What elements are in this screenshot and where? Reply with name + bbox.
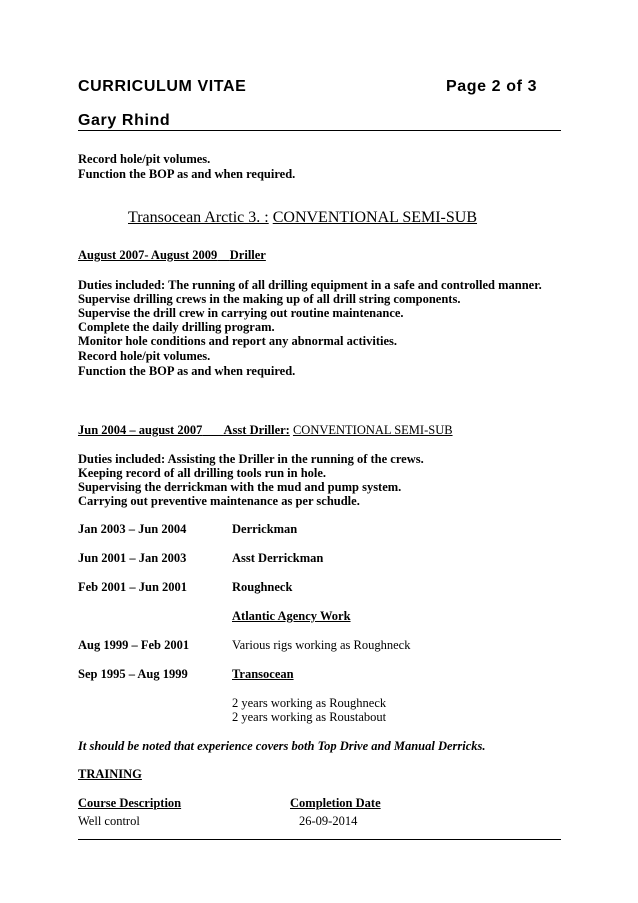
job-role: Driller xyxy=(229,248,266,262)
duty-line: Supervise drilling crews in the making up of all drill string components. xyxy=(78,292,461,306)
history-date: Jan 2003 – Jun 2004 xyxy=(78,522,187,536)
agency-heading: Atlantic Agency Work xyxy=(232,609,351,623)
intro-line: Function the BOP as and when required. xyxy=(78,167,296,181)
history-detail: 2 years working as Roustabout xyxy=(232,710,387,724)
page-number: Page 2 of 3 xyxy=(446,78,538,95)
job-role: Asst Driller: xyxy=(223,423,290,437)
history-date: Jun 2001 – Jan 2003 xyxy=(78,551,187,565)
history-date: Sep 1995 – Aug 1999 xyxy=(78,667,188,681)
duty-line: Keeping record of all drilling tools run in hole. xyxy=(78,466,327,480)
history-detail: 2 years working as Roughneck xyxy=(232,696,387,710)
duty-line: Complete the daily drilling program. xyxy=(78,320,275,334)
duty-line: Monitor hole conditions and report any abnormal activities. xyxy=(78,334,397,348)
history-role: Various rigs working as Roughneck xyxy=(232,638,411,652)
history-role: Derrickman xyxy=(232,522,298,536)
history-date: Aug 1999 – Feb 2001 xyxy=(78,638,190,652)
training-course: Well control xyxy=(78,814,140,828)
history-company: Transocean xyxy=(232,667,294,681)
rig-type: CONVENTIONAL SEMI-SUB xyxy=(272,209,478,226)
training-col-date: Completion Date xyxy=(290,796,381,810)
rig-heading xyxy=(128,209,477,227)
duty-line: Function the BOP as and when required. xyxy=(78,364,296,378)
document-title: CURRICULUM VITAE xyxy=(78,78,247,95)
job-heading xyxy=(78,423,453,438)
training-date: 26-09-2014 xyxy=(299,814,358,828)
history-date: Feb 2001 – Jun 2001 xyxy=(78,580,188,594)
header-rule xyxy=(78,130,561,131)
duty-line: Duties included: The running of all drilling equipment in a safe and controlled manner. xyxy=(78,278,542,292)
training-heading: TRAINING xyxy=(78,767,142,781)
duty-line: Supervise the drill crew in carrying out routine maintenance. xyxy=(78,306,404,320)
duty-line: Duties included: Assisting the Driller in the running of the crews. xyxy=(78,452,424,466)
job-rig-type: CONVENTIONAL SEMI-SUB xyxy=(292,423,453,437)
job-period: August 2007- August 2009 xyxy=(78,248,218,262)
candidate-name: Gary Rhind xyxy=(78,112,171,129)
experience-note: It should be noted that experience covers both Top Drive and Manual Derricks. xyxy=(78,739,486,753)
footer-rule xyxy=(78,839,561,840)
history-role: Asst Derrickman xyxy=(232,551,324,565)
duty-line: Carrying out preventive maintenance as per schudle. xyxy=(78,494,360,508)
training-col-course: Course Description xyxy=(78,796,182,810)
history-role: Roughneck xyxy=(232,580,293,594)
duty-line: Record hole/pit volumes. xyxy=(78,349,211,363)
rig-name: Transocean Arctic 3. : xyxy=(128,209,269,226)
job-period: Jun 2004 – august 2007 xyxy=(78,423,203,437)
job-heading xyxy=(78,248,266,263)
intro-line: Record hole/pit volumes. xyxy=(78,152,211,166)
duty-line: Supervising the derrickman with the mud and pump system. xyxy=(78,480,402,494)
